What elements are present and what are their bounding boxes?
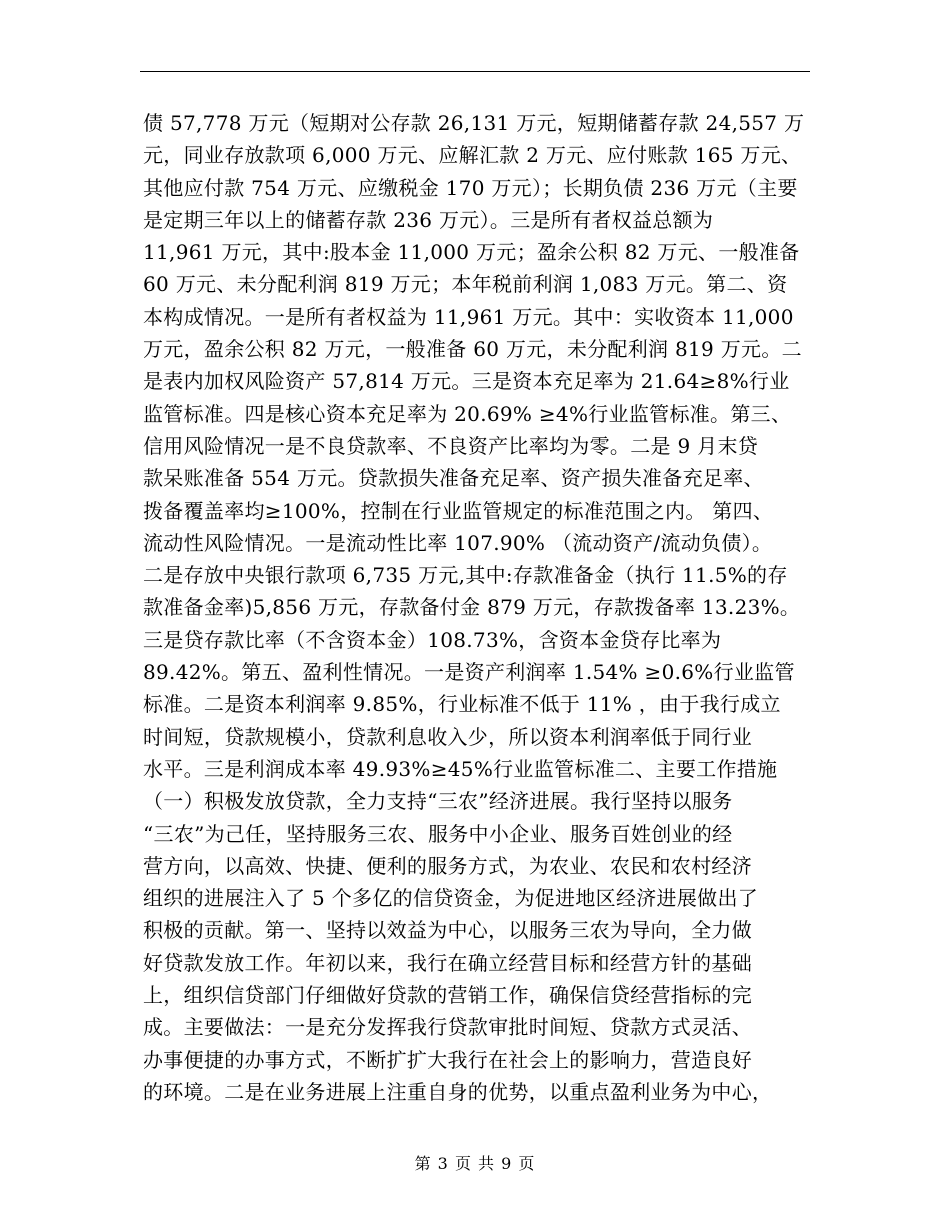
text-line: 元，同业存放款项 6,000 万元、应解汇款 2 万元、应付账款 165 万元、 xyxy=(143,143,802,168)
text-line: （一）积极发放贷款，全力支持“三农”经济进展。我行坚持以服务 xyxy=(143,789,733,814)
text-line: 上，组织信贷部门仔细做好贷款的营销工作，确保信贷经营指标的完 xyxy=(143,983,752,1008)
text-line: 款呆账准备 554 万元。贷款损失准备充足率、资产损失准备充足率、 xyxy=(143,466,764,491)
text-line: 流动性风险情况。一是流动性比率 107.90% （流动资产/流动负债）。 xyxy=(143,530,773,555)
text-line: 拨备覆盖率均≥100%，控制在行业监管规定的标准范围之内。 第四、 xyxy=(143,498,774,523)
text-line: 本构成情况。一是所有者权益为 11,961 万元。其中：实收资本 11,000 xyxy=(143,304,794,329)
text-line: 标准。二是资本利润率 9.85%，行业标准不低于 11% ，由于我行成立 xyxy=(143,692,781,717)
text-line: 成。主要做法：一是充分发挥我行贷款审批时间短、贷款方式灵活、 xyxy=(143,1015,752,1040)
text-line: 是定期三年以上的储蓄存款 236 万元）。三是所有者权益总额为 xyxy=(143,207,714,232)
text-line: 监管标准。四是核心资本充足率为 20.69% ≥4%行业监管标准。第三、 xyxy=(143,401,792,426)
page-number-footer: 第 3 页 共 9 页 xyxy=(414,1154,536,1173)
text-line: 组织的进展注入了 5 个多亿的信贷资金，为促进地区经济进展做出了 xyxy=(143,886,759,911)
text-line: 营方向，以高效、快捷、便利的服务方式，为农业、农民和农村经济 xyxy=(143,853,752,878)
text-line: 信用风险情况一是不良贷款率、不良资产比率均为零。二是 9 月末贷 xyxy=(143,433,759,458)
text-line: 三是贷存款比率（不含资本金）108.73%，含资本金贷存比率为 xyxy=(143,627,722,652)
text-line: 是表内加权风险资产 57,814 万元。三是资本充足率为 21.64≥8%行业 xyxy=(143,369,790,394)
text-line: “三农”为己任，坚持服务三农、服务中小企业、服务百姓创业的经 xyxy=(143,821,733,846)
text-line: 积极的贡献。第一、坚持以效益为中心，以服务三农为导向，全力做 xyxy=(143,918,752,943)
text-line: 好贷款发放工作。年初以来，我行在确立经营目标和经营方针的基础 xyxy=(143,950,752,975)
text-line: 时间短，贷款规模小，贷款利息收入少，所以资本利润率低于同行业 xyxy=(143,724,752,749)
text-line: 11,961 万元，其中:股本金 11,000 万元；盈余公积 82 万元、一般准备 xyxy=(143,240,800,265)
text-line: 款准备金率)5,856 万元，存款备付金 879 万元，存款拨备率 13.23%。 xyxy=(143,595,801,620)
header-rule xyxy=(140,71,810,72)
text-line: 办事便捷的办事方式，不断扩扩大我行在社会上的影响力，营造良好 xyxy=(143,1047,752,1072)
text-line: 债 57,778 万元（短期对公存款 26,131 万元，短期储蓄存款 24,557 万 xyxy=(143,111,805,135)
text-line: 其他应付款 754 万元、应缴税金 170 万元）；长期负债 236 万元（主要 xyxy=(143,175,798,200)
text-line: 水平。三是利润成本率 49.93%≥45%行业监管标准二、主要工作措施 xyxy=(143,756,778,781)
text-line: 的环境。二是在业务进展上注重自身的优势，以重点盈利业务为中心， xyxy=(143,1079,773,1104)
text-line: 89.42%。第五、盈利性情况。一是资产利润率 1.54% ≥0.6%行业监管 xyxy=(143,660,795,685)
body-text xyxy=(143,107,823,1108)
text-line: 60 万元、未分配利润 819 万元；本年税前利润 1,083 万元。第二、资 xyxy=(143,272,788,297)
text-line: 二是存放中央银行款项 6,735 万元,其中:存款准备金（执行 11.5%的存 xyxy=(143,563,788,588)
text-line: 万元，盈余公积 82 万元，一般准备 60 万元，未分配利润 819 万元。二 xyxy=(143,337,802,362)
